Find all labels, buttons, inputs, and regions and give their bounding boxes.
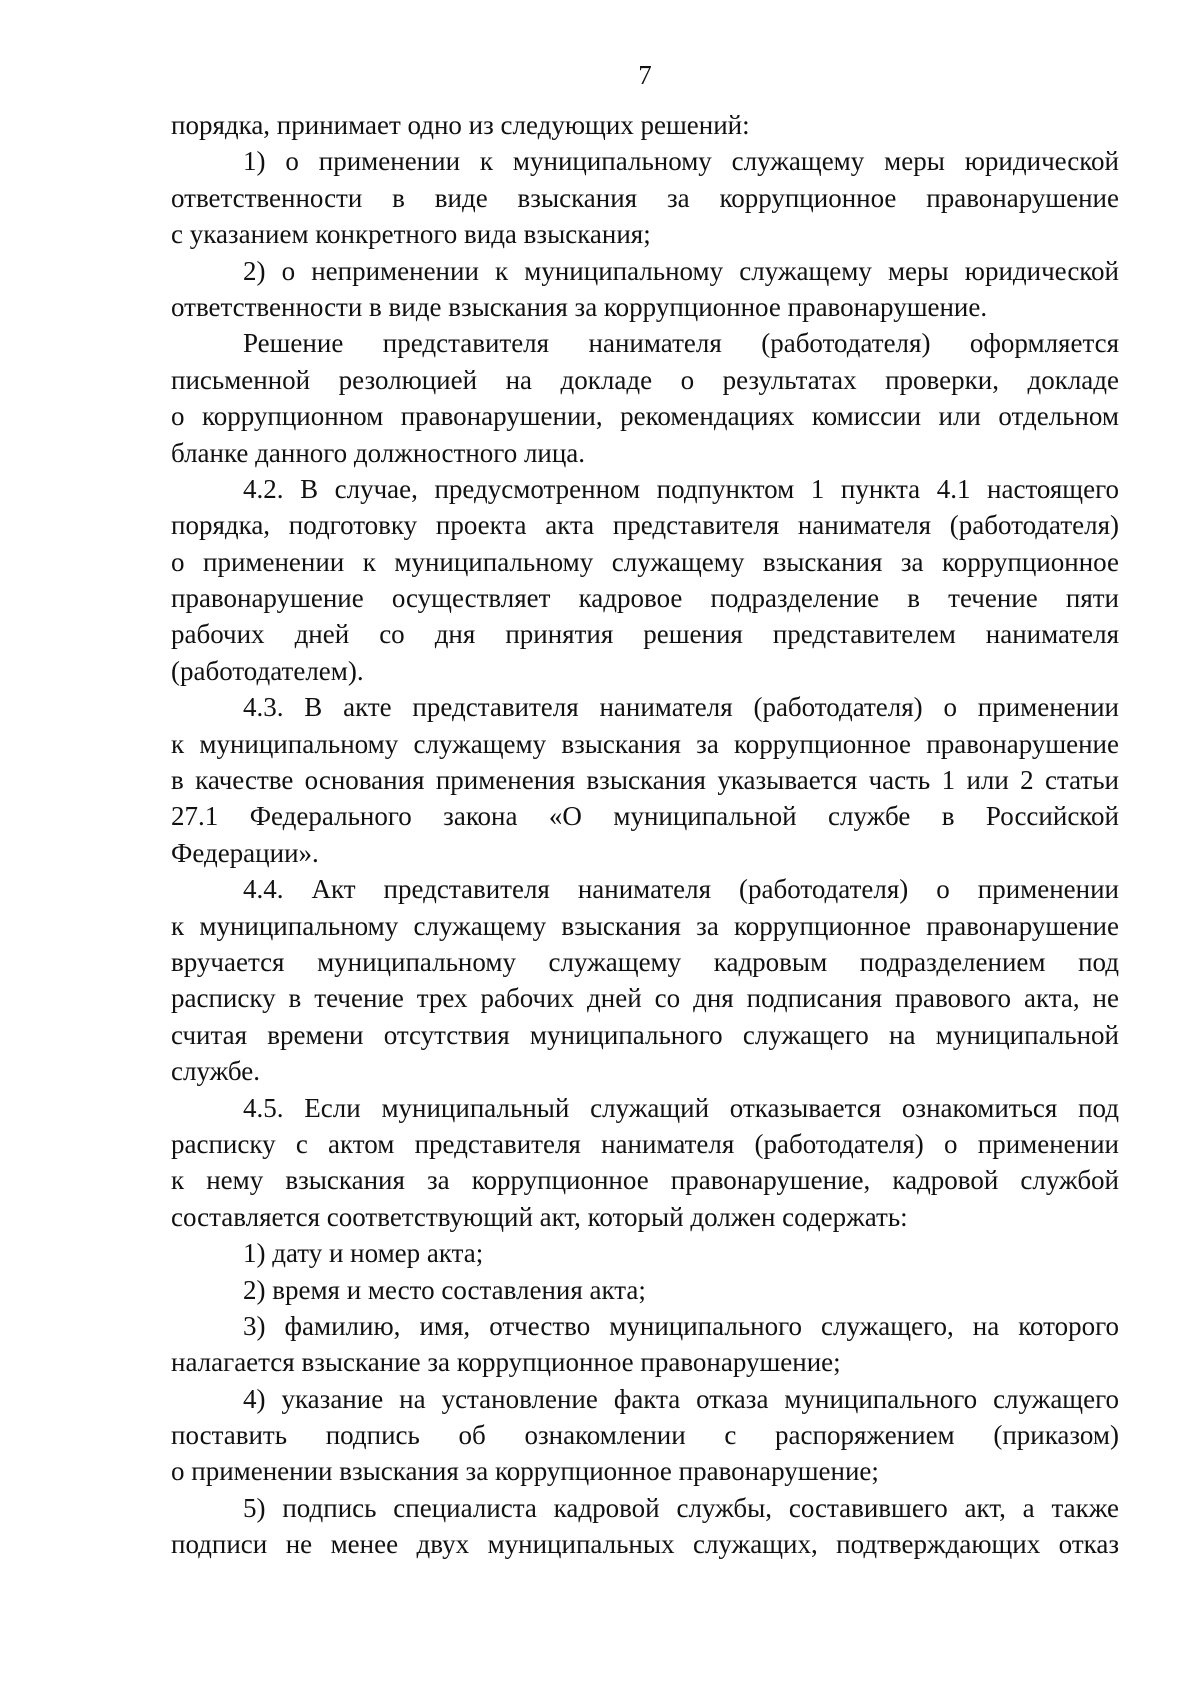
text-line: 4.3. В акте представителя нанимателя (работодателя) о применении: [243, 692, 1119, 723]
text-line: порядка, подготовку проекта акта представителя нанимателя (работодателя): [171, 510, 1119, 541]
text-line: в качестве основания применения взыскания указывается часть 1 или 2 статьи: [171, 765, 1119, 796]
text-line: правонарушение осуществляет кадровое подразделение в течение пяти: [171, 583, 1119, 614]
text-line: к муниципальному служащему взыскания за коррупционное правонарушение: [171, 910, 1119, 941]
text-line: 4) указание на установление факта отказа муниципального служащего: [243, 1383, 1119, 1414]
text-line: 2) время и место составления акта;: [243, 1274, 646, 1305]
text-line: считая времени отсутствия муниципального служащего на муниципальной: [171, 1019, 1119, 1050]
text-line: подписи не менее двух муниципальных служащих, подтверждающих отказ: [171, 1529, 1119, 1560]
text-line: 4.5. Если муниципальный служащий отказывается ознакомиться под: [243, 1092, 1119, 1123]
text-line: поставить подпись об ознакомлении с распоряжением (приказом): [171, 1420, 1119, 1451]
document-page: [171, 55, 1119, 1563]
document-body: [171, 107, 1119, 1563]
text-line: бланке данного должностного лица.: [171, 437, 586, 468]
text-line: 2) о неприменении к муниципальному служащему меры юридической: [243, 255, 1119, 286]
text-line: вручается муниципальному служащему кадровым подразделением под: [171, 946, 1119, 977]
text-line: с указанием конкретного вида взыскания;: [171, 219, 651, 250]
text-line: (работодателем).: [171, 655, 364, 686]
text-line: Решение представителя нанимателя (работодателя) оформляется: [243, 328, 1119, 359]
text-line: рабочих дней со дня принятия решения представителем нанимателя: [171, 619, 1119, 650]
text-line: к муниципальному служащему взыскания за коррупционное правонарушение: [171, 728, 1119, 759]
text-line: к нему взыскания за коррупционное правонарушение, кадровой службой: [171, 1165, 1119, 1196]
text-line: 4.2. В случае, предусмотренном подпунктом 1 пункта 4.1 настоящего: [243, 473, 1119, 504]
page-number: 7: [638, 60, 652, 90]
text-line: службе.: [171, 1056, 261, 1087]
text-line: 5) подпись специалиста кадровой службы, составившего акт, а также: [243, 1492, 1119, 1523]
text-line: ответственности в виде взыскания за коррупционное правонарушение: [171, 182, 1119, 213]
text-line: Федерации».: [171, 837, 319, 868]
text-line: 1) о применении к муниципальному служащему меры юридической: [243, 146, 1119, 177]
text-line: о применении взыскания за коррупционное правонарушение;: [171, 1456, 879, 1487]
text-line: налагается взыскание за коррупционное правонарушение;: [171, 1347, 841, 1378]
text-line: 4.4. Акт представителя нанимателя (работодателя) о применении: [243, 874, 1119, 905]
text-line: письменной резолюцией на докладе о результатах проверки, докладе: [171, 364, 1119, 395]
text-line: ответственности в виде взыскания за коррупционное правонарушение.: [171, 291, 988, 322]
text-line: 27.1 Федерального закона «О муниципальной службе в Российской: [171, 801, 1119, 832]
text-line: о применении к муниципальному служащему взыскания за коррупционное: [171, 546, 1119, 577]
text-line: составляется соответствующий акт, который должен содержать:: [171, 1201, 908, 1232]
text-line: о коррупционном правонарушении, рекомендациях комиссии или отдельном: [171, 401, 1119, 432]
text-line: 1) дату и номер акта;: [243, 1238, 484, 1269]
text-line: 3) фамилию, имя, отчество муниципального служащего, на которого: [243, 1310, 1119, 1341]
text-line: расписку в течение трех рабочих дней со дня подписания правового акта, не: [171, 983, 1119, 1014]
text-line: порядка, принимает одно из следующих решений:: [171, 110, 750, 140]
text-line: расписку с актом представителя нанимателя (работодателя) о применении: [171, 1128, 1119, 1159]
